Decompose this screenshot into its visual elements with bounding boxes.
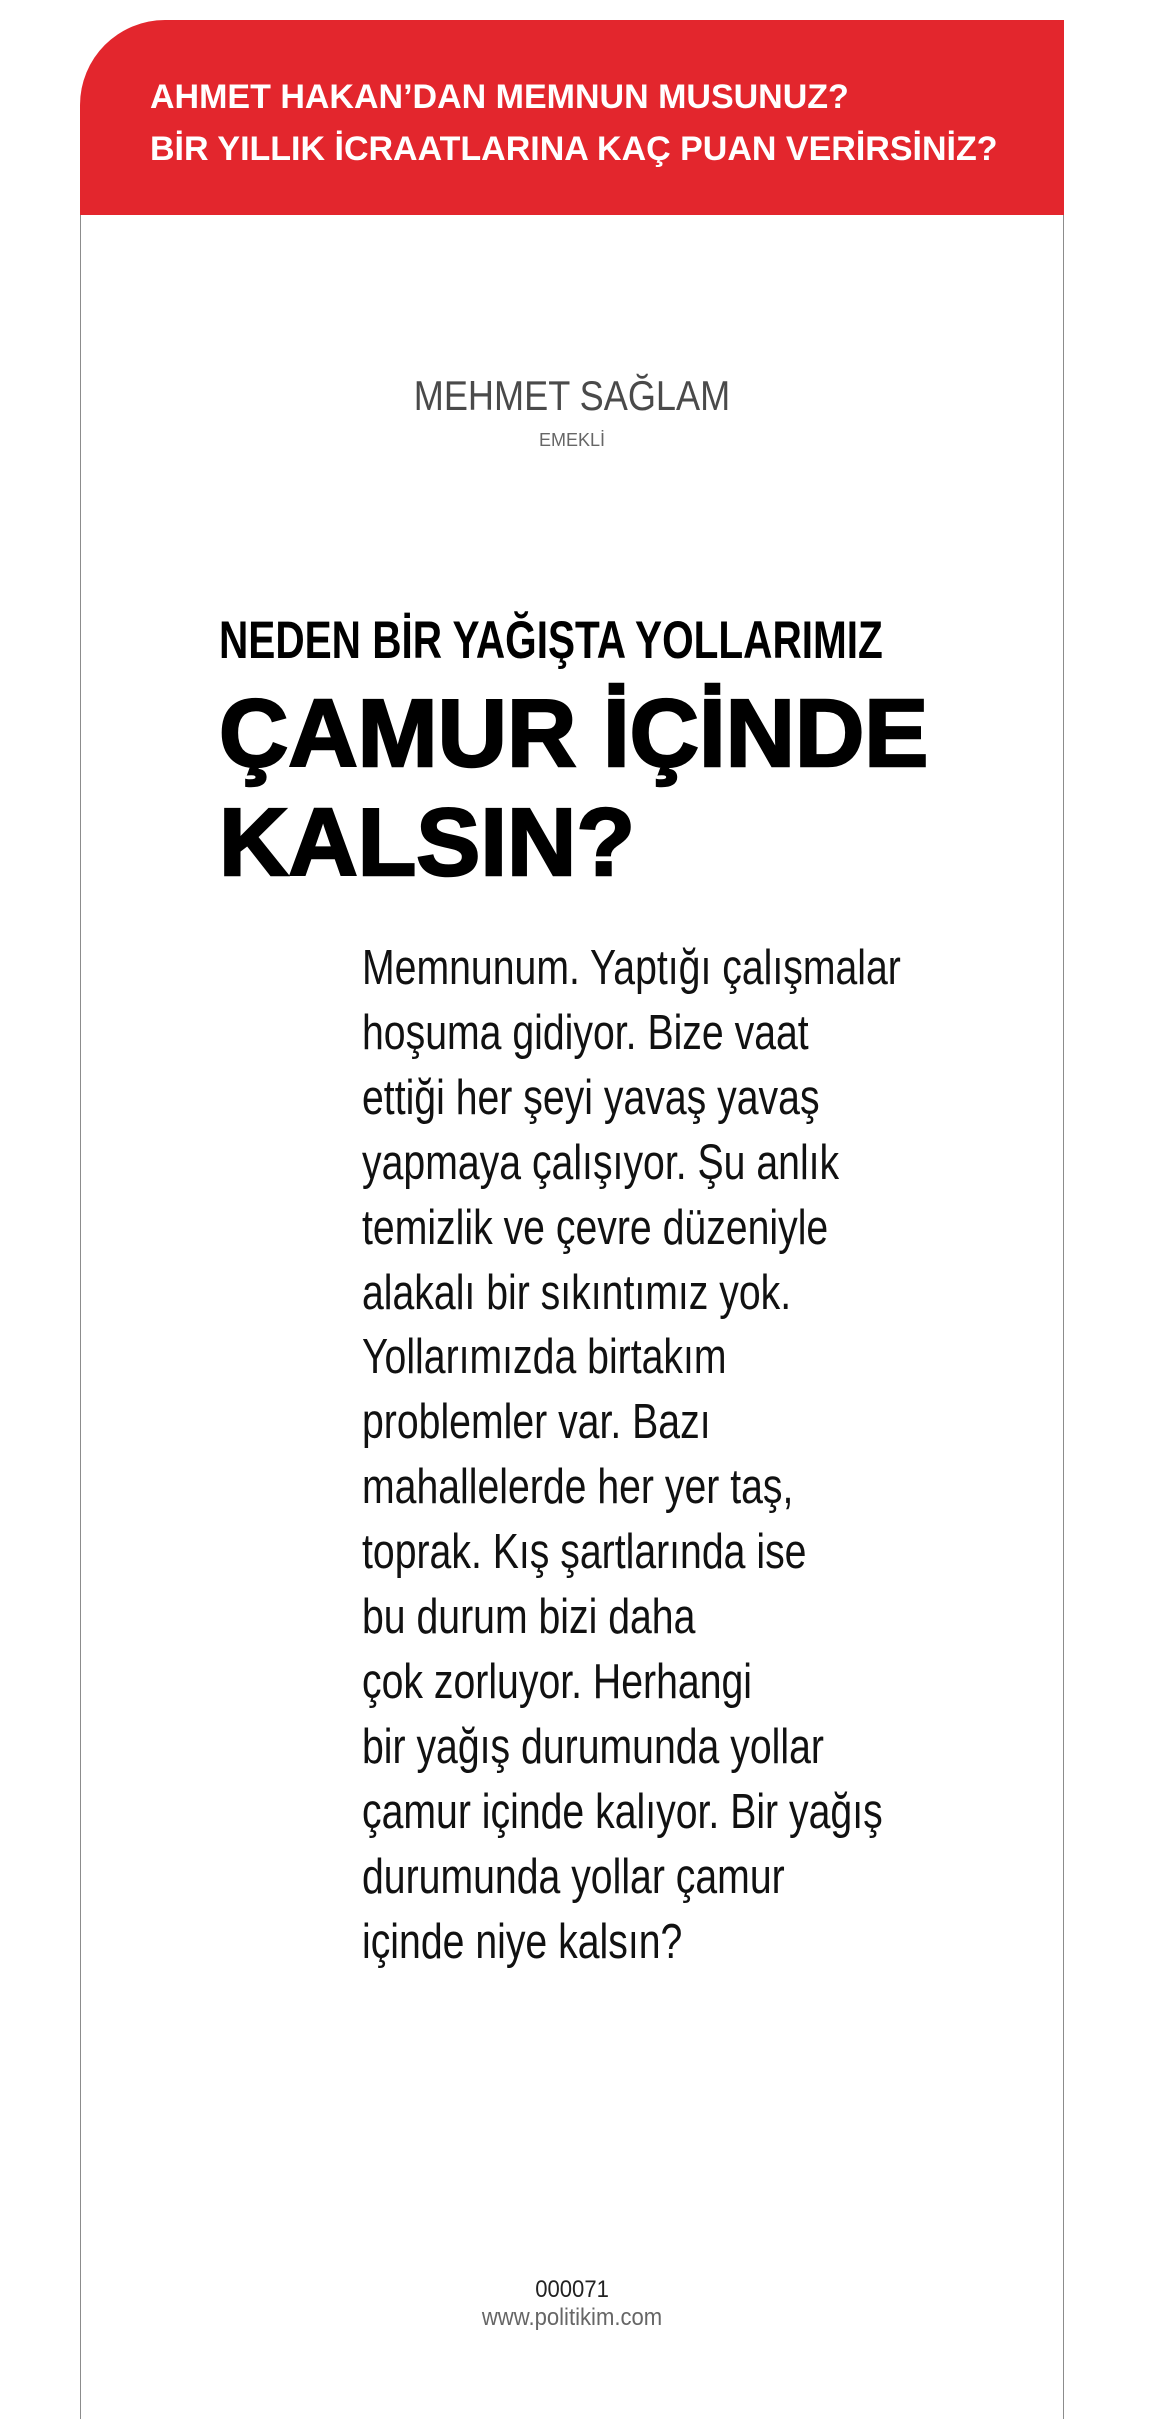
respondent-name (80, 371, 1064, 421)
answer-text (362, 936, 901, 1975)
answer-line: ettiği her şeyi yavaş yavaş (362, 1070, 820, 1125)
answer-line: problemler var. Bazı (362, 1395, 711, 1450)
answer-line: Memnunum. Yaptığı çalışmalar (362, 941, 901, 995)
answer-line: toprak. Kış şartlarında ise (362, 1525, 807, 1580)
banner-question-line-1: AHMET HAKAN’DAN MEMNUN MUSUNUZ? (150, 78, 849, 116)
page-code-text: 000071 (535, 2276, 609, 2303)
answer-line: bir yağış durumunda yollar (362, 1719, 824, 1774)
respondent-name-text: MEHMET SAĞLAM (413, 372, 731, 419)
answer-line: hoşuma gidiyor. Bize vaat (362, 1005, 809, 1060)
answer-line: bu durum bizi daha (362, 1590, 696, 1645)
survey-question-banner (80, 20, 1064, 215)
website-url-text: www.politikim.com (481, 2304, 663, 2331)
page-code (80, 2276, 1064, 2304)
banner-question-line-2: BİR YILLIK İCRAATLARINA KAÇ PUAN VERİRSİNİZ? (150, 130, 998, 168)
answer-line: mahallelerde her yer taş, (362, 1460, 794, 1515)
headline-main (219, 679, 928, 897)
answer-line: çamur içinde kalıyor. Bir yağış (362, 1784, 883, 1839)
answer-line: yapmaya çalışıyor. Şu anlık (362, 1135, 840, 1190)
website-url (80, 2304, 1064, 2332)
headline-kicker: NEDEN BİR YAĞIŞTA YOLLARIMIZ (219, 611, 883, 670)
answer-line: alakalı bir sıkıntımız yok. (362, 1265, 792, 1320)
answer-line: temizlik ve çevre düzeniyle (362, 1200, 829, 1255)
answer-line: Yollarımızda birtakım (362, 1330, 727, 1385)
respondent-occupation: EMEKLİ (538, 430, 606, 450)
answer-line: içinde niye kalsın? (362, 1914, 683, 1969)
answer-line: çok zorluyor. Herhangi (362, 1654, 753, 1709)
headline-main-line: ÇAMUR İÇİNDE (219, 680, 929, 787)
banner-question (150, 71, 997, 175)
answer-line: durumunda yollar çamur (362, 1849, 785, 1904)
headline-main-line: KALSIN? (219, 789, 635, 896)
